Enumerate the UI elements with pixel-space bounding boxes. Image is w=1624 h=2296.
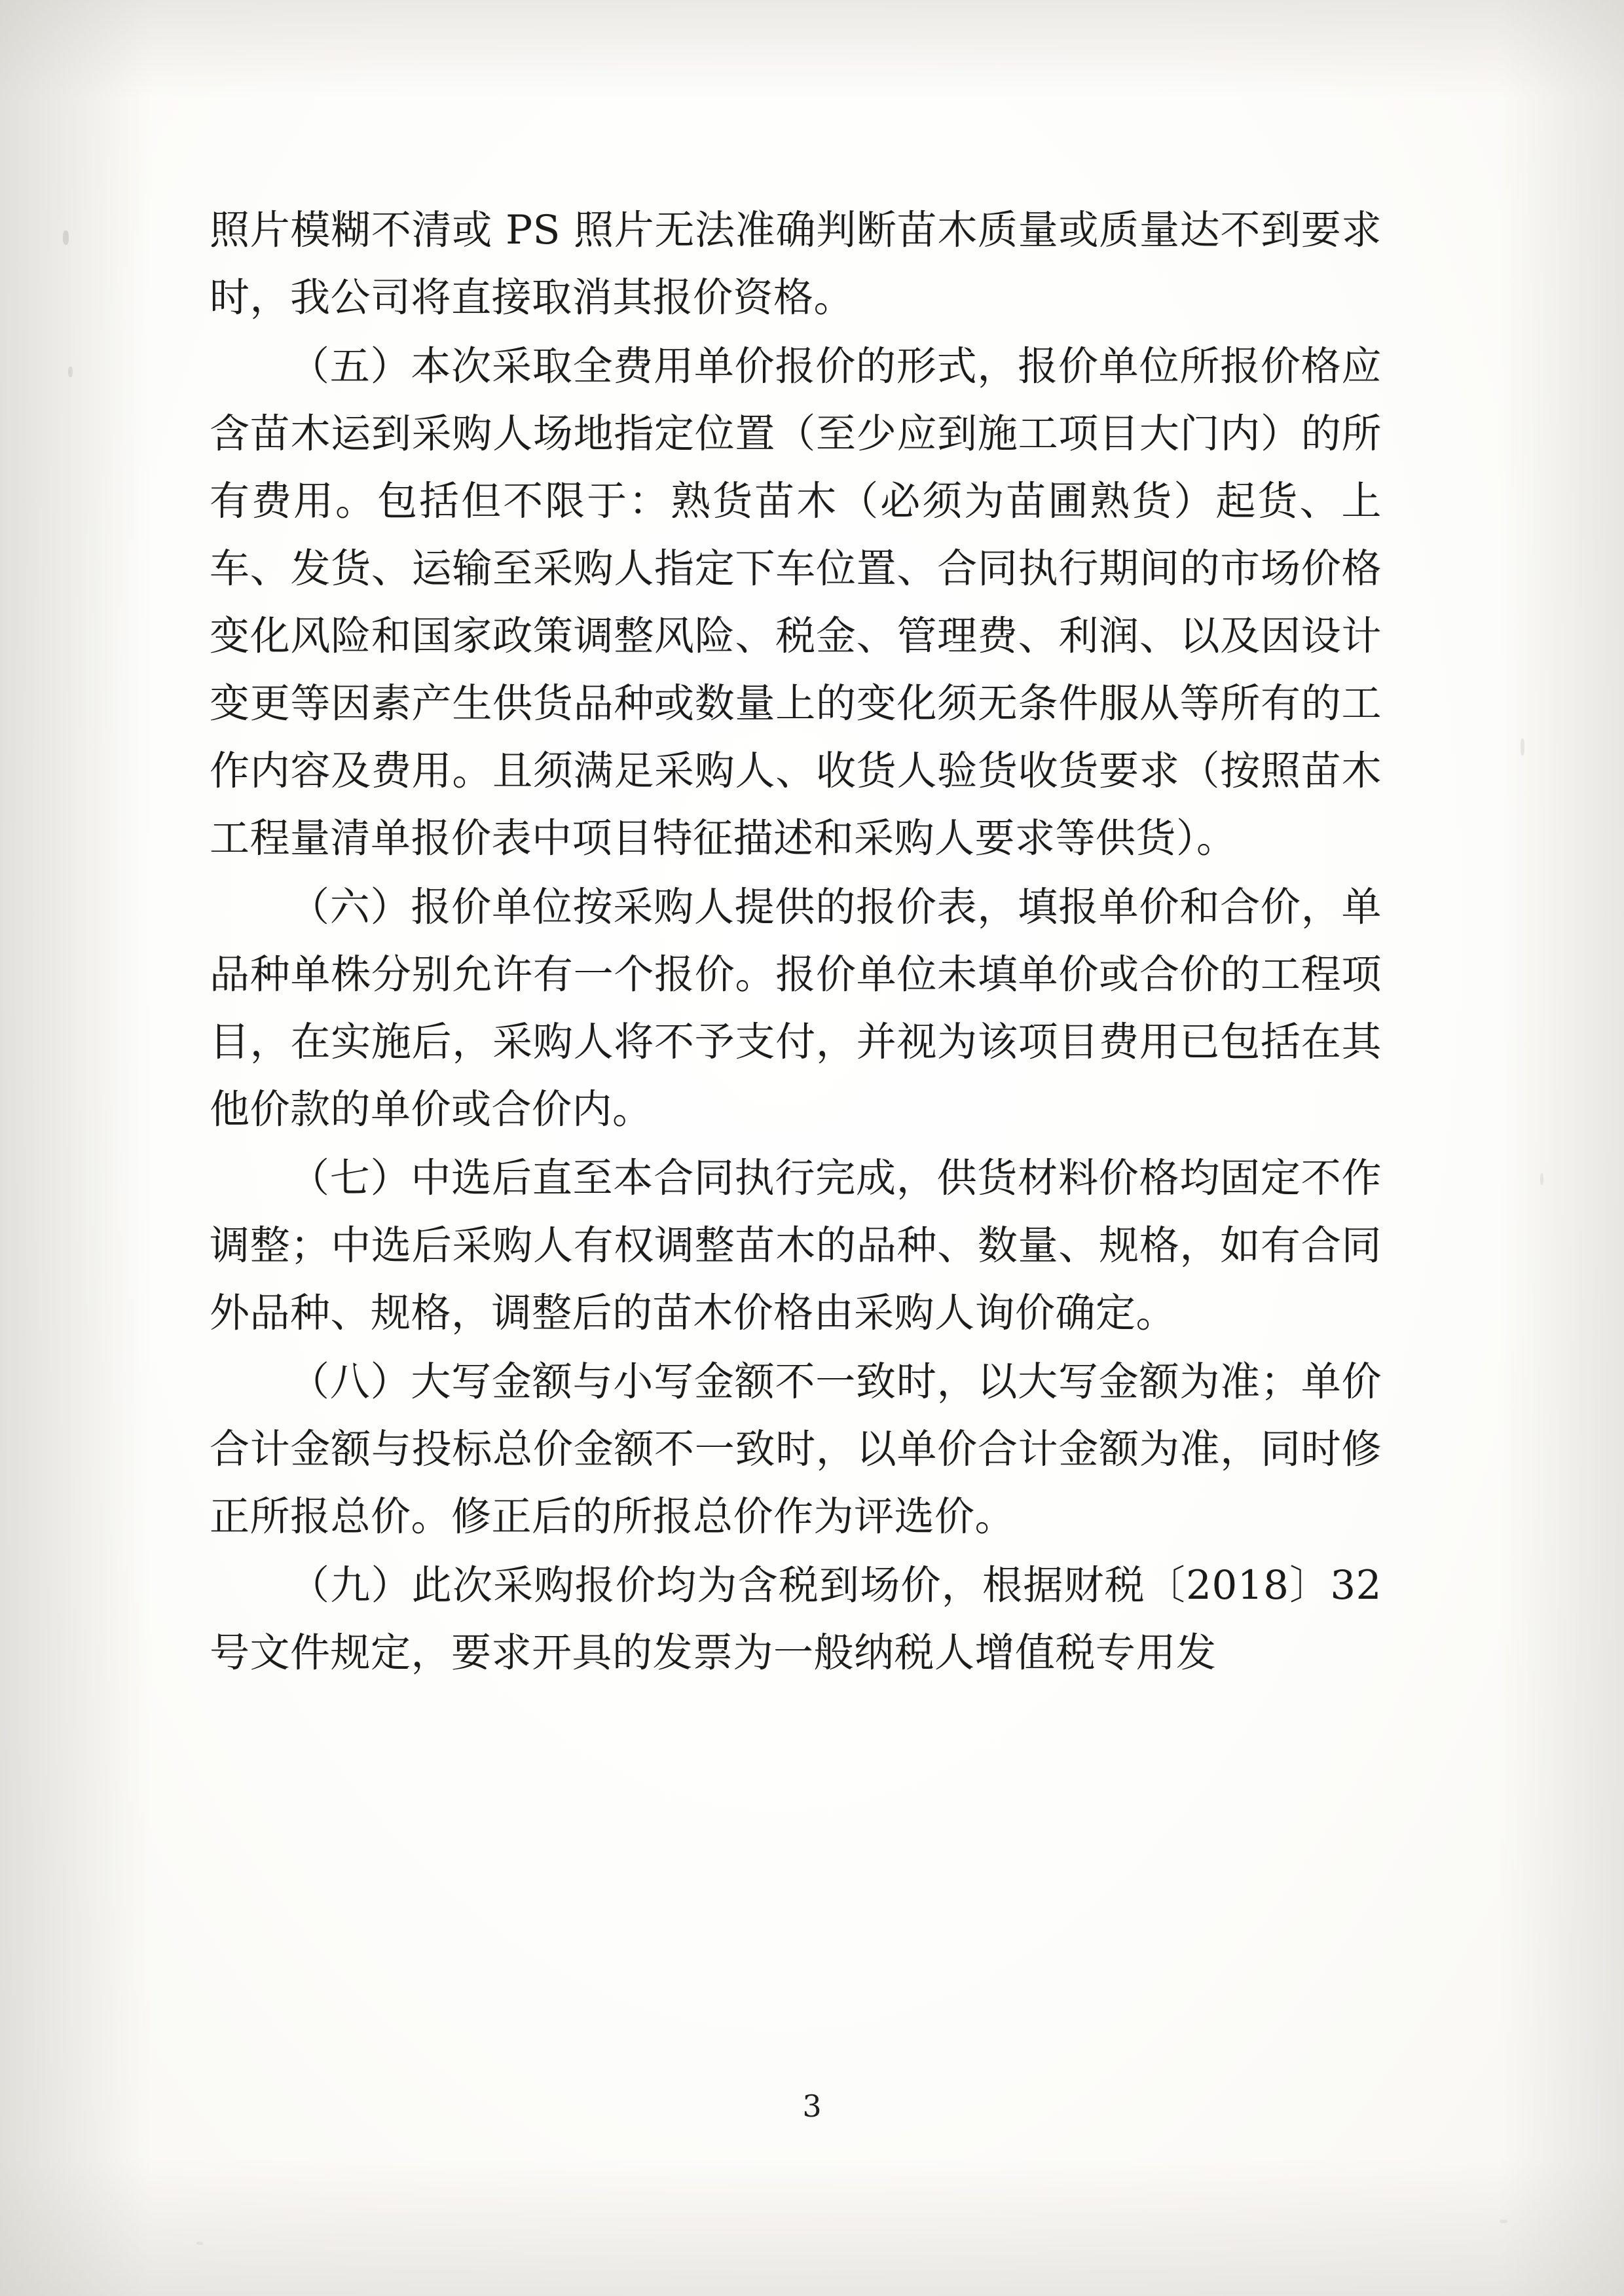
scan-edge-left xyxy=(0,0,151,2296)
scan-speckle xyxy=(1500,2219,1507,2223)
paragraph-item-6: （六）报价单位按采购人提供的报价表，填报单价和合价，单品种单株分别允许有一个报价。报价单位未填单价或合价的工程项目，在实施后，采购人将不予支付，并视为该项目费用已包括在其他价款的单价或合价内。 xyxy=(210,884,1382,1133)
scan-speckle xyxy=(1540,1173,1543,1185)
paragraph-item-8: （八）大写金额与小写金额不一致时，以大写金额为准；单价合计金额与投标总价金额不一致时，以单价合计金额为准，同时修正所报总价。修正后的所报总价作为评选价。 xyxy=(210,1358,1382,1540)
document-text-body xyxy=(210,196,1382,1688)
paragraph-item-5: （五）本次采取全费用单价报价的形式，报价单位所报价格应含苗木运到采购人场地指定位置（至少应到施工项目大门内）的所有费用。包括但不限于：熟货苗木（必须为苗圃熟货）起货、上车、发货、运输至采购人指定下车位置、合同执行期间的市场价格变化风险和国家政策调整风险、税金、管理费、利润、以及因设计变更等因素产生供货品种或数量上的变化须无条件服从等所有的工作内容及费用。且须满足采购人、收货人验货收货要求（按照苗木工程量清单报价表中项目特征描述和采购人要求等供货）。 xyxy=(210,343,1382,862)
scan-speckle xyxy=(63,230,69,245)
scan-edge-right xyxy=(1500,0,1624,2296)
scan-speckle xyxy=(196,2242,203,2245)
paragraph-continued: 照片模糊不清或 PS 照片无法准确判断苗木质量或质量达不到要求时，我公司将直接取消其报价资格。 xyxy=(210,207,1382,321)
paragraph-item-9: （九）此次采购报价均为含税到场价，根据财税〔2018〕32 号文件规定，要求开具的发票为一般纳税人增值税专用发 xyxy=(210,1562,1382,1676)
paragraph-item-7: （七）中选后直至本合同执行完成，供货材料价格均固定不作调整；中选后采购人有权调整苗木的品种、数量、规格，如有合同外品种、规格，调整后的苗木价格由采购人询价确定。 xyxy=(210,1155,1382,1336)
scan-speckle xyxy=(1521,738,1524,756)
scan-edge-top xyxy=(0,0,1624,98)
scan-speckle xyxy=(68,367,73,377)
scan-edge-bottom xyxy=(0,2159,1624,2296)
page-number: 3 xyxy=(802,2088,822,2124)
